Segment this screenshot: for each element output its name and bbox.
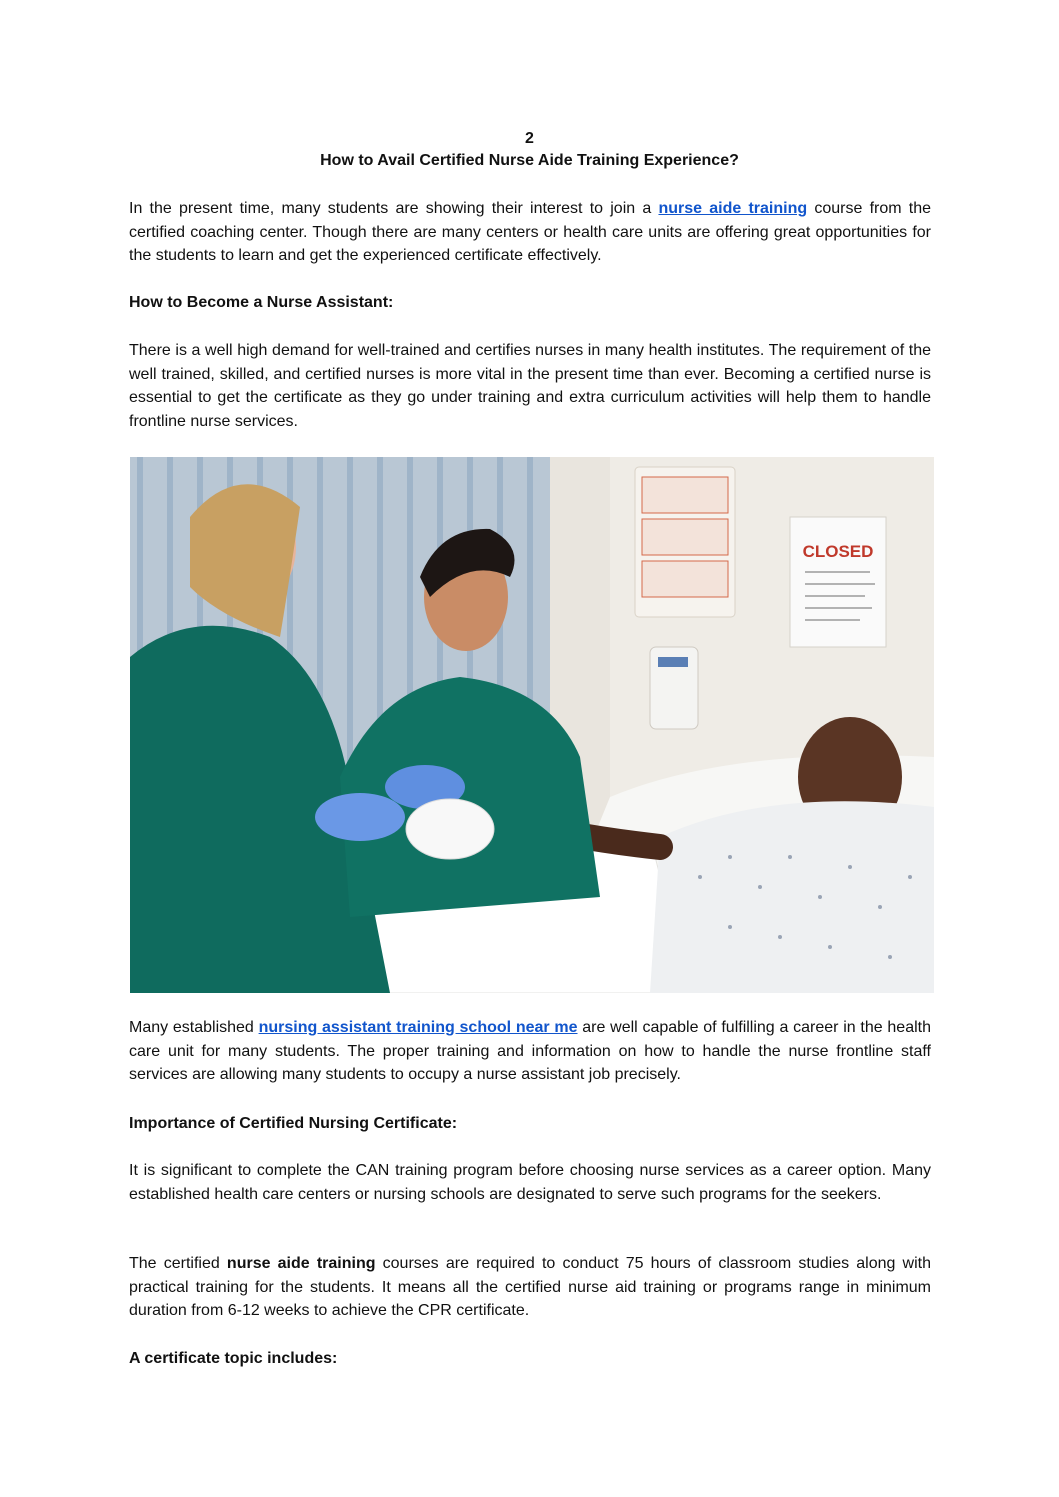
page-title: How to Avail Certified Nurse Aide Training Experience? <box>320 152 739 169</box>
intro-text-after: course from the certified coaching center. Though there are many centers or health care units are offering great opportunities for the students to learn and get the experienced certificate effectively. <box>129 200 932 264</box>
section2-p2-before: The certified <box>129 1255 227 1272</box>
section2-p2-bold: nurse aide training <box>226 1255 376 1272</box>
section2-paragraph-1: It is significant to complete the CAN training program before choosing nurse services as a career option. Many established health care centers or nursing schools are designated to serve such programs for the seekers. <box>129 1162 931 1203</box>
section-heading-importance: Importance of Certified Nursing Certificate: <box>129 1115 458 1132</box>
page-number: 2 <box>525 130 534 147</box>
intro-text-before: In the present time, many students are showing their interest to join a <box>129 200 659 217</box>
nurse-training-photo <box>130 457 934 993</box>
section1-paragraph: There is a well high demand for well-trained and certifies nurses in many health institutes. The requirement of the well trained, skilled, and certified nurses is more vital in the present time than ever. Becoming a certified nurse is essential to get the certificate as they go under training and extra curriculum activities will help them to handle frontline nurse services. <box>129 342 931 430</box>
intro-paragraph <box>129 197 931 268</box>
after-photo-text-after: are well capable of fulfilling a career in the health care unit for many students. The proper training and information on how to handle the nurse frontline staff services are allowing many students to occupy a nurse assistant job precisely. <box>129 1019 931 1083</box>
nurse-aide-training-link[interactable]: nurse aide training <box>658 200 808 217</box>
section2-paragraph-2 <box>129 1252 931 1323</box>
closed-sign-text: CLOSED <box>802 542 874 561</box>
after-photo-paragraph <box>129 1016 931 1087</box>
section-heading-become-nurse-assistant: How to Become a Nurse Assistant: <box>129 294 394 311</box>
after-photo-text-before: Many established <box>129 1019 259 1036</box>
nursing-assistant-school-link[interactable]: nursing assistant training school near me <box>258 1019 578 1036</box>
section2-p2-after: courses are required to conduct 75 hours of classroom studies along with practical training for the students. It means all the certified nurse aid training or programs range in minimum duration from 6-12 weeks to achieve the CPR certificate. <box>129 1255 932 1319</box>
section-heading-certificate-topic: A certificate topic includes: <box>129 1350 338 1367</box>
